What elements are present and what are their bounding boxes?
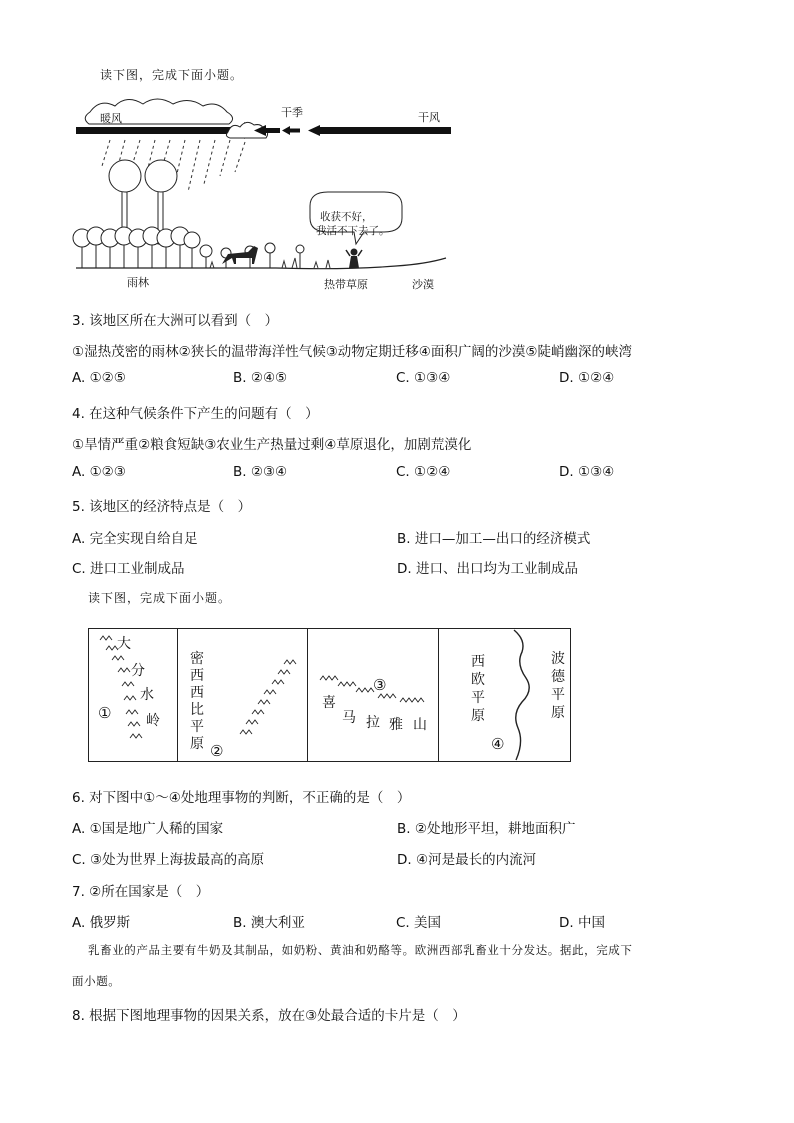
q7-option-b[interactable]: B. 澳大利亚 xyxy=(233,915,305,931)
q6-stem: 6. 对下图中①～④处地理事物的判断，不正确的是（ ） xyxy=(72,790,411,806)
q3-option-b[interactable]: B. ②④⑤ xyxy=(233,370,288,386)
panel1-mark: ① xyxy=(98,704,112,722)
q3-items: ①湿热茂密的雨林②狭长的温带海洋性气候③动物定期迁移④面积广阔的沙漠⑤陡峭幽深的峡湾 xyxy=(72,344,633,360)
panel2-char-6: 原 xyxy=(190,736,204,752)
panel2-char-3: 西 xyxy=(190,685,204,701)
q7-stem: 7. ②所在国家是（ ） xyxy=(72,884,210,900)
q3-stem: 3. 该地区所在大洲可以看到（ ） xyxy=(72,313,279,329)
dry-wind-label: 干风 xyxy=(418,111,440,124)
panel2-char-5: 平 xyxy=(190,719,204,735)
dry-wind-arrow xyxy=(308,125,320,136)
q4-items: ①旱情严重②粮食短缺③农业生产热量过剩④草原退化，加剧荒漠化 xyxy=(72,437,472,453)
panel4-east-char-3: 平 xyxy=(551,687,565,703)
panel1-char-2: 分 xyxy=(131,663,145,679)
panel3-char-3: 拉 xyxy=(366,715,380,731)
panel4-mark: ④ xyxy=(491,735,505,753)
section2-intro: 读下图，完成下面小题。 xyxy=(88,591,232,605)
rainforest-trees xyxy=(73,227,304,268)
bubble-text-line2: 我活不下去了。 xyxy=(316,225,390,237)
panel2-char-1: 密 xyxy=(190,651,204,667)
dry-season-arrow-2 xyxy=(282,126,290,135)
bubble-text-line1: 收获不好， xyxy=(320,211,373,223)
panel4-east-char-4: 原 xyxy=(551,705,565,721)
section3-intro-line1: 乳畜业的产品主要有牛奶及其制品，如奶粉、黄油和奶酪等。欧洲西部乳畜业十分发达。据此，完成下 xyxy=(88,943,633,957)
q8-stem: 8. 根据下图地理事物的因果关系，放在③处最合适的卡片是（ ） xyxy=(72,1008,466,1024)
rainforest-label: 雨林 xyxy=(127,276,149,289)
q7-option-a[interactable]: A. 俄罗斯 xyxy=(72,915,131,931)
q4-option-a[interactable]: A. ①②③ xyxy=(72,464,126,480)
q3-option-d[interactable]: D. ①②④ xyxy=(559,370,615,386)
q7-option-d[interactable]: D. 中国 xyxy=(559,915,605,931)
q4-option-c[interactable]: C. ①②④ xyxy=(396,464,451,480)
q6-option-a[interactable]: A. ①国是地广人稀的国家 xyxy=(72,821,224,837)
warm-wind-label: 暖风 xyxy=(100,112,122,125)
q5-option-c[interactable]: C. 进口工业制成品 xyxy=(72,561,185,577)
panel3-char-2: 马 xyxy=(342,710,356,726)
panel3-char-1: 喜 xyxy=(322,695,336,711)
panel1-char-3: 水 xyxy=(140,687,154,703)
panel4-west-char-2: 欧 xyxy=(471,672,485,688)
panel4-east-char-1: 波 xyxy=(551,651,565,667)
dry-season-label: 干季 xyxy=(281,106,303,119)
q6-option-c[interactable]: C. ③处为世界上海拔最高的高原 xyxy=(72,852,265,868)
q5-stem: 5. 该地区的经济特点是（ ） xyxy=(72,499,252,515)
q5-option-a[interactable]: A. 完全实现自给自足 xyxy=(72,531,198,547)
panel2-mark: ② xyxy=(210,742,224,760)
warm-wind-arrow xyxy=(76,127,244,134)
person-icon xyxy=(346,249,362,269)
q4-stem: 4. 在这种气候条件下产生的问题有（ ） xyxy=(72,406,319,422)
q5-option-b[interactable]: B. 进口—加工—出口的经济模式 xyxy=(397,531,591,547)
panel3-mark: ③ xyxy=(373,676,387,694)
q4-option-b[interactable]: B. ②③④ xyxy=(233,464,288,480)
panel2-char-2: 西 xyxy=(190,668,204,684)
section3-intro-line2: 面小题。 xyxy=(72,974,121,988)
panel4-west-char-3: 平 xyxy=(471,690,485,706)
desert-label: 沙漠 xyxy=(412,278,434,291)
ground-line xyxy=(76,258,446,269)
q3-option-a[interactable]: A. ①②⑤ xyxy=(72,370,126,386)
savanna-label: 热带草原 xyxy=(324,278,368,291)
panel4-east-char-2: 德 xyxy=(551,669,565,685)
q3-option-c[interactable]: C. ①③④ xyxy=(396,370,451,386)
q5-option-d[interactable]: D. 进口、出口均为工业制成品 xyxy=(397,561,578,577)
section1-intro: 读下图，完成下面小题。 xyxy=(100,68,244,82)
q4-option-d[interactable]: D. ①③④ xyxy=(559,464,615,480)
panel4-west-char-1: 西 xyxy=(471,654,485,670)
panel2-char-4: 比 xyxy=(190,702,204,718)
panel1-char-4: 岭 xyxy=(146,713,160,729)
panel3-char-4: 雅 xyxy=(389,717,403,733)
climate-figure xyxy=(70,96,460,296)
q6-option-b[interactable]: B. ②处地形平坦，耕地面积广 xyxy=(397,821,576,837)
q6-option-d[interactable]: D. ④河是最长的内流河 xyxy=(397,852,537,868)
panel1-char-1: 大 xyxy=(117,636,131,652)
panel4-west-char-4: 原 xyxy=(471,708,485,724)
q7-option-c[interactable]: C. 美国 xyxy=(396,915,442,931)
panel3-char-5: 山 xyxy=(413,717,427,733)
